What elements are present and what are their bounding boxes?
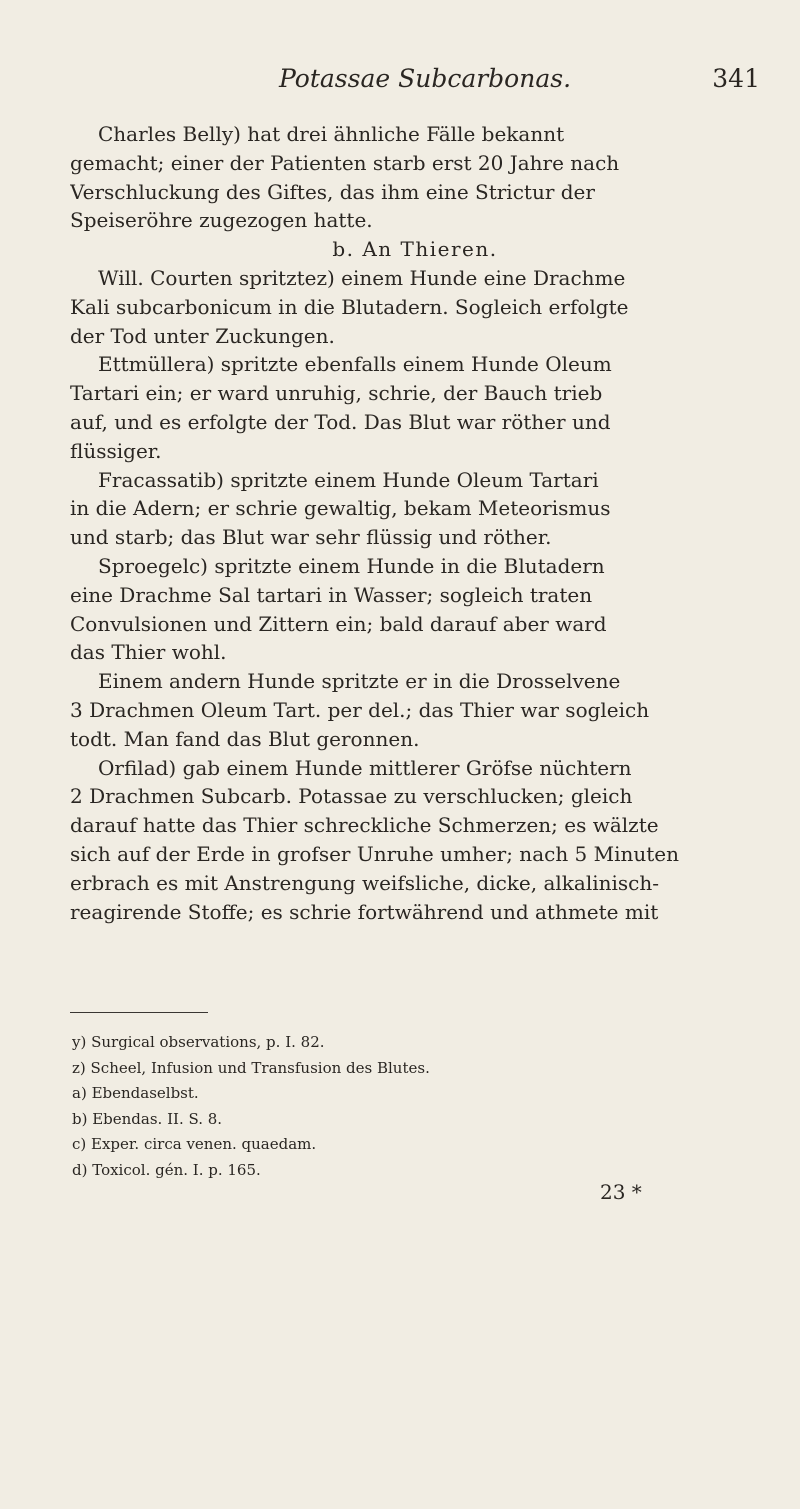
- footnotes: [72, 1030, 752, 1183]
- page-number: 341: [712, 64, 760, 93]
- text-line: Verschluckung des Giftes, das ihm eine Strictur der: [70, 179, 595, 204]
- footnote: b) Ebendas. II. S. 8.: [72, 1109, 223, 1128]
- text-line: 3 Drachmen Oleum Tart. per del.; das Thier war sogleich: [70, 697, 650, 722]
- text-line: Ettmüllera) spritzte ebenfalls einem Hunde Oleum: [98, 352, 612, 377]
- text-line: Tartari ein; er ward unruhig, schrie, der Bauch trieb: [70, 381, 603, 406]
- text-line: Einem andern Hunde spritzte er in die Drosselvene: [98, 669, 621, 694]
- footnote: d) Toxicol. gén. I. p. 165.: [72, 1160, 261, 1179]
- text-line: Kali subcarbonicum in die Blutadern. Sogleich erfolgte: [70, 294, 629, 319]
- text-line: auf, und es erfolgte der Tod. Das Blut war röther und: [70, 409, 611, 434]
- page-header: [90, 60, 760, 100]
- text-line: flüssiger.: [70, 438, 162, 463]
- text-line: sich auf der Erde in grofser Unruhe umher; nach 5 Minuten: [70, 841, 680, 866]
- text-line: Orfilad) gab einem Hunde mittlerer Gröfse nüchtern: [98, 755, 632, 780]
- running-title: Potassae Subcarbonas.: [278, 64, 572, 93]
- footnote: y) Surgical observations, p. I. 82.: [72, 1033, 325, 1051]
- footnote: z) Scheel, Infusion und Transfusion des Blutes.: [72, 1058, 430, 1077]
- text-line: 2 Drachmen Subcarb. Potassae zu verschlucken; gleich: [70, 784, 633, 809]
- text-line: erbrach es mit Anstrengung weifsliche, dicke, alkalinisch-: [70, 870, 660, 895]
- footnote-divider: [70, 1012, 208, 1013]
- text-line: und starb; das Blut war sehr flüssig und röther.: [70, 525, 552, 550]
- text-line: darauf hatte das Thier schreckliche Schmerzen; es wälzte: [70, 813, 659, 838]
- text-line: Convulsionen und Zittern ein; bald darauf aber ward: [70, 611, 607, 636]
- text-line: Charles Belly) hat drei ähnliche Fälle bekannt: [98, 122, 565, 146]
- text-line: Sproegelc) spritzte einem Hunde in die Blutadern: [98, 553, 605, 578]
- signature-mark: 23 *: [600, 1180, 642, 1204]
- text-line: der Tod unter Zuckungen.: [70, 323, 335, 348]
- footnote: c) Exper. circa venen. quaedam.: [72, 1135, 317, 1153]
- text-line: Speiseröhre zugezogen hatte.: [70, 208, 373, 233]
- footnote: a) Ebendaselbst.: [72, 1084, 199, 1102]
- text-line: eine Drachme Sal tartari in Wasser; sogleich traten: [70, 582, 593, 607]
- main-text: [70, 120, 760, 926]
- text-line: Fracassatib) spritzte einem Hunde Oleum Tartari: [98, 467, 599, 492]
- text-line: todt. Man fand das Blut geronnen.: [70, 726, 420, 751]
- text-line: gemacht; einer der Patienten starb erst 20 Jahre nach: [70, 150, 620, 175]
- text-line: Will. Courten spritztez) einem Hunde eine Drachme: [98, 265, 626, 290]
- text-line: das Thier wohl.: [70, 640, 227, 665]
- section-heading: b. An Thieren.: [332, 237, 498, 262]
- text-line: reagirende Stoffe; es schrie fortwährend und athmete mit: [70, 899, 659, 924]
- text-line: in die Adern; er schrie gewaltig, bekam Meteorismus: [70, 496, 611, 521]
